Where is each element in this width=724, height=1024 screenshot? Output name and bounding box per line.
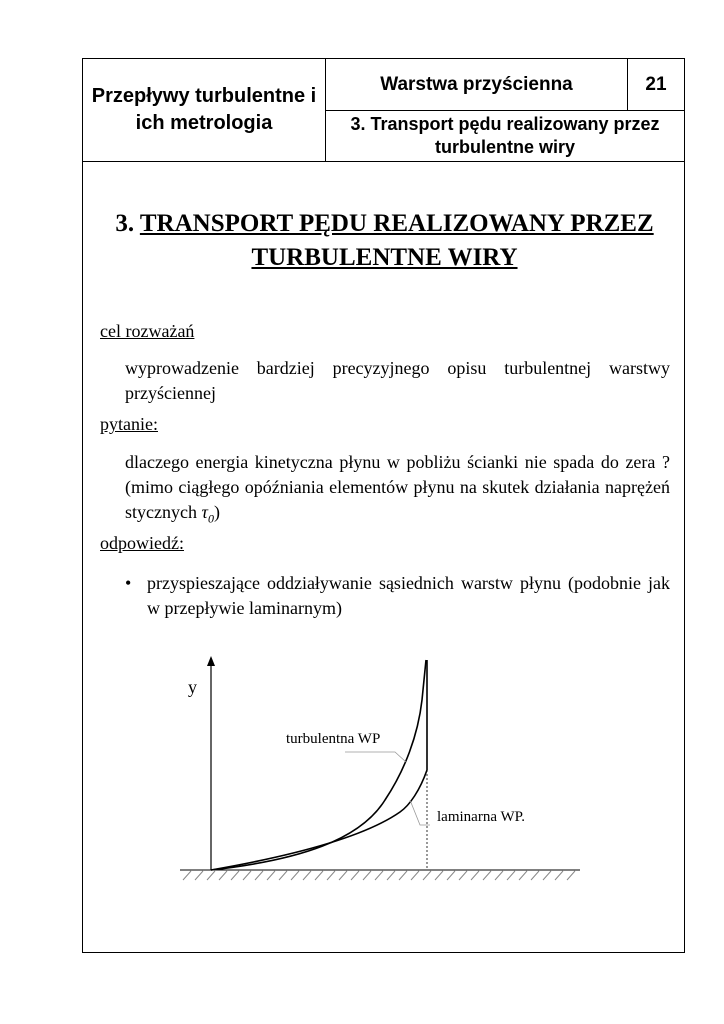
section-title: Warstwa przyścienna [326, 59, 628, 111]
page-number: 21 [628, 59, 684, 111]
goal-label: cel rozważań [100, 321, 195, 341]
turbulent-leader-line [345, 752, 406, 762]
laminar-profile-curve [211, 660, 427, 870]
turbulent-profile-curve [211, 660, 426, 870]
tau-subscript: 0 [207, 511, 214, 526]
wall-hatching [183, 871, 575, 880]
question-body: dlaczego energia kinetyczna płynu w pobliżu ścianki nie spada do zera ? (mimo ciągłego opóźniania elementów płynu na skutek działania naprężeń stycznych [125, 452, 670, 522]
goal-text: wyprowadzenie bardziej precyzyjnego opisu turbulentnej warstwy przyściennej [125, 358, 670, 403]
course-title: Przepływy turbulentne i ich metrologia [83, 59, 326, 162]
y-axis-label: y [188, 677, 197, 697]
laminar-label: laminarna WP. [437, 809, 526, 825]
title-text: TRANSPORT PĘDU REALIZOWANY PRZEZ TURBULENTNE WIRY [139, 210, 654, 271]
turbulent-label: turbulentna WP [286, 731, 381, 747]
title-number: 3. [115, 210, 135, 237]
bullet-dot: • [125, 573, 132, 593]
subsection-title: 3. Transport pędu realizowany przez turbulentne wiry [326, 111, 684, 162]
question-tail: ) [213, 502, 220, 522]
question-label: pytanie: [100, 414, 158, 434]
y-axis-arrow [207, 656, 215, 666]
answer-label: odpowiedź: [100, 533, 184, 553]
tau-symbol: τ [201, 502, 208, 522]
answer-bullet-text: przyspieszające oddziaływanie sąsiednich warstw płynu (podobnie jak w przepływie laminarnym) [147, 573, 670, 618]
